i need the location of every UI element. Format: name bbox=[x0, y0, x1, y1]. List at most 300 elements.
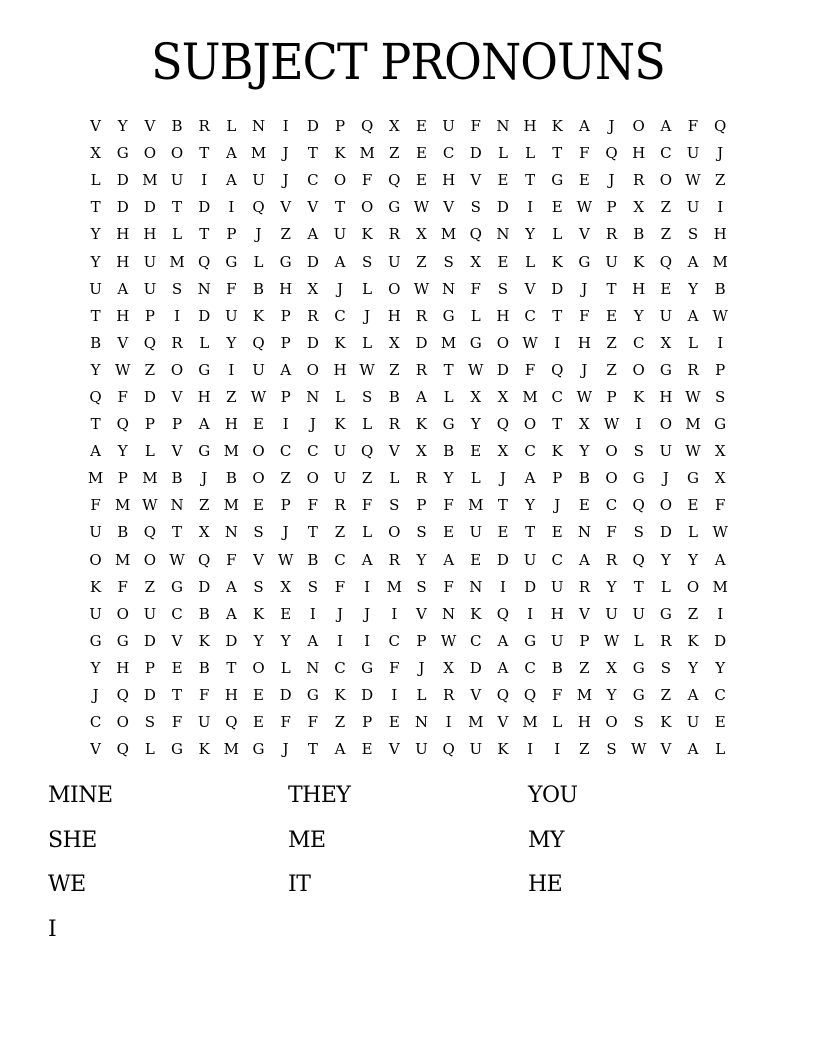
grid-letter[interactable]: N bbox=[306, 658, 320, 677]
grid-letter[interactable]: R bbox=[660, 631, 672, 650]
grid-letter[interactable]: E bbox=[606, 306, 618, 325]
grid-letter[interactable]: U bbox=[89, 523, 102, 542]
grid-letter[interactable]: U bbox=[442, 117, 455, 136]
grid-letter[interactable]: P bbox=[715, 360, 726, 379]
grid-letter[interactable]: Z bbox=[606, 360, 617, 379]
grid-letter[interactable]: Q bbox=[605, 144, 618, 163]
grid-letter[interactable]: E bbox=[415, 171, 427, 190]
grid-letter[interactable]: R bbox=[334, 496, 346, 515]
grid-letter[interactable]: K bbox=[551, 252, 563, 271]
grid-letter[interactable]: B bbox=[198, 658, 210, 677]
grid-letter[interactable]: N bbox=[224, 523, 238, 542]
grid-letter[interactable]: H bbox=[224, 686, 238, 705]
grid-letter[interactable]: R bbox=[388, 550, 400, 569]
grid-letter[interactable]: A bbox=[578, 117, 590, 136]
grid-letter[interactable]: L bbox=[688, 523, 698, 542]
grid-letter[interactable]: Q bbox=[551, 360, 564, 379]
grid-letter[interactable]: H bbox=[143, 225, 157, 244]
grid-letter[interactable]: K bbox=[687, 631, 699, 650]
grid-letter[interactable]: P bbox=[226, 225, 237, 244]
grid-letter[interactable]: F bbox=[389, 658, 400, 677]
grid-letter[interactable]: D bbox=[524, 577, 537, 596]
grid-letter[interactable]: C bbox=[388, 631, 401, 650]
grid-letter[interactable]: Q bbox=[198, 252, 211, 271]
grid-letter[interactable]: I bbox=[527, 604, 534, 623]
grid-letter[interactable]: E bbox=[578, 496, 590, 515]
grid-letter[interactable]: Q bbox=[225, 713, 238, 732]
grid-letter[interactable]: H bbox=[116, 658, 130, 677]
grid-letter[interactable]: L bbox=[470, 469, 481, 488]
grid-letter[interactable]: E bbox=[551, 198, 563, 217]
grid-letter[interactable]: C bbox=[334, 658, 346, 677]
grid-letter[interactable]: V bbox=[171, 442, 183, 461]
grid-letter[interactable]: G bbox=[551, 171, 564, 190]
grid-letter[interactable]: Z bbox=[660, 225, 672, 244]
grid-letter[interactable]: D bbox=[496, 360, 509, 379]
grid-letter[interactable]: F bbox=[552, 686, 563, 705]
grid-letter[interactable]: Z bbox=[280, 225, 291, 244]
grid-letter[interactable]: W bbox=[630, 740, 647, 759]
grid-letter[interactable]: A bbox=[225, 171, 237, 190]
grid-letter[interactable]: S bbox=[443, 252, 454, 271]
grid-letter[interactable]: L bbox=[362, 333, 373, 352]
grid-letter[interactable]: V bbox=[416, 604, 427, 623]
grid-letter[interactable]: J bbox=[581, 360, 588, 379]
grid-letter[interactable]: N bbox=[496, 225, 510, 244]
grid-letter[interactable]: B bbox=[117, 523, 129, 542]
grid-letter[interactable]: I bbox=[201, 171, 208, 190]
grid-letter[interactable]: P bbox=[172, 415, 183, 434]
grid-letter[interactable]: L bbox=[525, 144, 536, 163]
grid-letter[interactable]: N bbox=[496, 117, 510, 136]
grid-letter[interactable]: X bbox=[660, 333, 672, 352]
grid-letter[interactable]: K bbox=[551, 117, 563, 136]
grid-letter[interactable]: P bbox=[552, 469, 563, 488]
grid-letter[interactable]: O bbox=[686, 577, 700, 596]
grid-letter[interactable]: B bbox=[551, 658, 563, 677]
grid-letter[interactable]: C bbox=[442, 144, 455, 163]
grid-letter[interactable]: A bbox=[334, 740, 346, 759]
grid-letter[interactable]: D bbox=[306, 252, 319, 271]
grid-letter[interactable]: U bbox=[605, 604, 618, 623]
grid-letter[interactable]: T bbox=[199, 225, 210, 244]
grid-letter[interactable]: Y bbox=[117, 442, 128, 461]
grid-letter[interactable]: Y bbox=[90, 658, 101, 677]
grid-letter[interactable]: W bbox=[603, 631, 620, 650]
grid-letter[interactable]: Y bbox=[688, 279, 698, 298]
grid-letter[interactable]: Y bbox=[253, 631, 264, 650]
grid-letter[interactable]: E bbox=[497, 252, 509, 271]
grid-letter[interactable]: G bbox=[116, 144, 129, 163]
grid-letter[interactable]: W bbox=[468, 360, 484, 379]
grid-letter[interactable]: D bbox=[551, 279, 564, 298]
grid-letter[interactable]: G bbox=[361, 658, 374, 677]
grid-letter[interactable]: P bbox=[579, 631, 590, 650]
grid-letter[interactable]: X bbox=[416, 225, 427, 244]
grid-letter[interactable]: R bbox=[415, 469, 428, 488]
grid-letter[interactable]: J bbox=[662, 469, 669, 488]
grid-letter[interactable]: O bbox=[306, 469, 319, 488]
grid-letter[interactable]: V bbox=[443, 198, 455, 217]
grid-letter[interactable]: P bbox=[144, 415, 155, 434]
grid-letter[interactable]: K bbox=[334, 686, 346, 705]
grid-letter[interactable]: A bbox=[225, 144, 237, 163]
grid-letter[interactable]: I bbox=[391, 686, 398, 705]
grid-letter[interactable]: S bbox=[362, 387, 373, 406]
grid-letter[interactable]: E bbox=[578, 171, 590, 190]
grid-letter[interactable]: T bbox=[606, 279, 617, 298]
grid-letter[interactable]: H bbox=[550, 604, 564, 623]
grid-letter[interactable]: K bbox=[361, 225, 373, 244]
grid-letter[interactable]: O bbox=[632, 117, 645, 136]
grid-letter[interactable]: H bbox=[333, 360, 347, 379]
grid-letter[interactable]: D bbox=[306, 117, 319, 136]
grid-letter[interactable]: U bbox=[550, 631, 564, 650]
grid-letter[interactable]: E bbox=[280, 604, 292, 623]
grid-letter[interactable]: F bbox=[443, 496, 454, 515]
grid-letter[interactable]: A bbox=[334, 252, 346, 271]
grid-letter[interactable]: A bbox=[443, 550, 455, 569]
grid-letter[interactable]: W bbox=[359, 360, 375, 379]
grid-letter[interactable]: L bbox=[144, 740, 155, 759]
grid-letter[interactable]: A bbox=[416, 387, 427, 406]
grid-letter[interactable]: M bbox=[440, 225, 457, 244]
grid-letter[interactable]: D bbox=[143, 387, 156, 406]
grid-letter[interactable]: T bbox=[633, 577, 644, 596]
grid-letter[interactable]: P bbox=[606, 198, 617, 217]
grid-letter[interactable]: N bbox=[251, 117, 266, 136]
grid-letter[interactable]: F bbox=[226, 550, 237, 569]
grid-letter[interactable]: V bbox=[171, 387, 183, 406]
grid-letter[interactable]: O bbox=[388, 279, 401, 298]
grid-letter[interactable]: I bbox=[282, 415, 289, 434]
grid-letter[interactable]: M bbox=[87, 469, 104, 488]
grid-letter[interactable]: E bbox=[497, 523, 509, 542]
grid-letter[interactable]: S bbox=[253, 577, 264, 596]
grid-letter[interactable]: Z bbox=[579, 658, 590, 677]
grid-letter[interactable]: K bbox=[334, 333, 346, 352]
grid-letter[interactable]: K bbox=[198, 631, 210, 650]
grid-letter[interactable]: F bbox=[361, 496, 373, 515]
grid-letter[interactable]: U bbox=[605, 252, 618, 271]
grid-letter[interactable]: W bbox=[685, 171, 701, 190]
grid-letter[interactable]: Z bbox=[416, 252, 427, 271]
grid-letter[interactable]: T bbox=[226, 658, 237, 677]
grid-letter[interactable]: X bbox=[388, 117, 400, 136]
grid-letter[interactable]: B bbox=[225, 469, 237, 488]
grid-letter[interactable]: G bbox=[578, 252, 591, 271]
grid-letter[interactable]: V bbox=[144, 117, 156, 136]
grid-letter[interactable]: P bbox=[144, 658, 155, 677]
grid-letter[interactable]: S bbox=[362, 252, 373, 271]
grid-letter[interactable]: G bbox=[442, 306, 455, 325]
grid-letter[interactable]: B bbox=[443, 442, 455, 461]
grid-letter[interactable]: Y bbox=[226, 333, 237, 352]
grid-letter[interactable]: Q bbox=[496, 415, 510, 434]
grid-letter[interactable]: D bbox=[198, 306, 211, 325]
grid-letter[interactable]: J bbox=[92, 686, 99, 705]
grid-letter[interactable]: M bbox=[685, 415, 701, 434]
grid-letter[interactable]: Q bbox=[252, 333, 265, 352]
grid-letter[interactable]: Q bbox=[496, 686, 510, 705]
grid-letter[interactable]: G bbox=[687, 469, 699, 488]
grid-letter[interactable]: X bbox=[307, 279, 319, 298]
grid-letter[interactable]: U bbox=[659, 306, 673, 325]
grid-letter[interactable]: V bbox=[90, 740, 101, 759]
grid-letter[interactable]: U bbox=[469, 523, 483, 542]
grid-letter[interactable]: R bbox=[307, 306, 319, 325]
grid-letter[interactable]: J bbox=[418, 658, 425, 677]
grid-letter[interactable]: K bbox=[415, 415, 428, 434]
grid-letter[interactable]: O bbox=[170, 144, 184, 163]
grid-letter[interactable]: N bbox=[306, 387, 320, 406]
grid-letter[interactable]: Y bbox=[715, 658, 726, 677]
grid-letter[interactable]: M bbox=[223, 740, 240, 759]
grid-letter[interactable]: S bbox=[470, 198, 481, 217]
grid-letter[interactable]: N bbox=[414, 713, 429, 732]
grid-letter[interactable]: I bbox=[391, 604, 398, 623]
grid-letter[interactable]: E bbox=[171, 658, 183, 677]
grid-letter[interactable]: W bbox=[685, 442, 701, 461]
grid-letter[interactable]: L bbox=[416, 686, 427, 705]
grid-letter[interactable]: U bbox=[143, 604, 157, 623]
grid-letter[interactable]: N bbox=[442, 279, 456, 298]
grid-letter[interactable]: O bbox=[496, 333, 510, 352]
grid-letter[interactable]: J bbox=[608, 171, 615, 190]
grid-letter[interactable]: D bbox=[714, 631, 727, 650]
grid-letter[interactable]: F bbox=[361, 171, 373, 190]
grid-letter[interactable]: O bbox=[659, 415, 673, 434]
grid-letter[interactable]: G bbox=[89, 631, 102, 650]
grid-letter[interactable]: M bbox=[522, 713, 538, 732]
grid-letter[interactable]: C bbox=[334, 550, 346, 569]
grid-letter[interactable]: U bbox=[686, 713, 700, 732]
grid-letter[interactable]: D bbox=[143, 198, 156, 217]
grid-letter[interactable]: X bbox=[579, 415, 590, 434]
grid-letter[interactable]: R bbox=[605, 550, 618, 569]
grid-letter[interactable]: L bbox=[335, 387, 345, 406]
grid-letter[interactable]: K bbox=[633, 387, 645, 406]
grid-letter[interactable]: W bbox=[712, 306, 728, 325]
grid-letter[interactable]: A bbox=[714, 550, 726, 569]
grid-letter[interactable]: N bbox=[577, 523, 591, 542]
grid-letter[interactable]: P bbox=[416, 496, 427, 515]
grid-letter[interactable]: E bbox=[551, 523, 563, 542]
grid-letter[interactable]: A bbox=[660, 117, 672, 136]
grid-letter[interactable]: T bbox=[443, 360, 454, 379]
grid-letter[interactable]: A bbox=[307, 631, 319, 650]
grid-letter[interactable]: V bbox=[280, 198, 292, 217]
grid-letter[interactable]: N bbox=[469, 577, 483, 596]
grid-letter[interactable]: I bbox=[337, 631, 343, 650]
grid-letter[interactable]: A bbox=[524, 469, 536, 488]
grid-letter[interactable]: Z bbox=[280, 469, 291, 488]
grid-letter[interactable]: Q bbox=[388, 171, 401, 190]
grid-letter[interactable]: V bbox=[578, 225, 590, 244]
grid-letter[interactable]: U bbox=[686, 198, 700, 217]
grid-letter[interactable]: U bbox=[143, 252, 157, 271]
grid-letter[interactable]: D bbox=[415, 333, 428, 352]
grid-letter[interactable]: V bbox=[388, 740, 400, 759]
grid-letter[interactable]: E bbox=[253, 713, 264, 732]
grid-letter[interactable]: I bbox=[364, 577, 371, 596]
grid-letter[interactable]: C bbox=[89, 713, 102, 732]
grid-letter[interactable]: M bbox=[468, 713, 484, 732]
grid-letter[interactable]: J bbox=[282, 740, 289, 759]
grid-letter[interactable]: C bbox=[551, 550, 563, 569]
grid-letter[interactable]: P bbox=[280, 333, 291, 352]
grid-letter[interactable]: M bbox=[712, 252, 728, 271]
grid-letter[interactable]: H bbox=[116, 306, 130, 325]
grid-letter[interactable]: Z bbox=[361, 469, 373, 488]
grid-letter[interactable]: Q bbox=[198, 550, 211, 569]
grid-letter[interactable]: V bbox=[578, 604, 590, 623]
grid-letter[interactable]: E bbox=[470, 442, 482, 461]
grid-letter[interactable]: U bbox=[89, 604, 102, 623]
grid-letter[interactable]: S bbox=[253, 523, 264, 542]
grid-letter[interactable]: I bbox=[309, 604, 316, 623]
grid-letter[interactable]: O bbox=[252, 442, 265, 461]
grid-letter[interactable]: Y bbox=[579, 442, 590, 461]
grid-letter[interactable]: Y bbox=[443, 469, 454, 488]
grid-letter[interactable]: D bbox=[469, 658, 482, 677]
grid-letter[interactable]: Z bbox=[579, 740, 590, 759]
grid-letter[interactable]: W bbox=[169, 550, 185, 569]
grid-letter[interactable]: L bbox=[253, 252, 264, 271]
grid-letter[interactable]: O bbox=[659, 171, 673, 190]
grid-letter[interactable]: B bbox=[714, 279, 726, 298]
grid-letter[interactable]: B bbox=[578, 469, 590, 488]
grid-letter[interactable]: Z bbox=[198, 496, 210, 515]
grid-letter[interactable]: S bbox=[171, 279, 183, 298]
grid-letter[interactable]: M bbox=[522, 387, 538, 406]
grid-letter[interactable]: T bbox=[525, 171, 536, 190]
grid-letter[interactable]: F bbox=[226, 279, 237, 298]
grid-letter[interactable]: L bbox=[226, 117, 237, 136]
grid-letter[interactable]: L bbox=[389, 469, 400, 488]
grid-letter[interactable]: G bbox=[469, 333, 482, 352]
grid-letter[interactable]: M bbox=[712, 577, 728, 596]
grid-letter[interactable]: F bbox=[117, 577, 128, 596]
grid-letter[interactable]: F bbox=[307, 496, 319, 515]
grid-letter[interactable]: J bbox=[282, 171, 289, 190]
grid-letter[interactable]: L bbox=[497, 144, 508, 163]
grid-letter[interactable]: C bbox=[551, 387, 563, 406]
grid-letter[interactable]: R bbox=[687, 360, 699, 379]
grid-letter[interactable]: X bbox=[714, 469, 726, 488]
grid-letter[interactable]: V bbox=[470, 171, 482, 190]
grid-letter[interactable]: E bbox=[388, 713, 400, 732]
grid-letter[interactable]: J bbox=[309, 415, 316, 434]
grid-letter[interactable]: L bbox=[660, 577, 671, 596]
grid-letter[interactable]: G bbox=[116, 631, 129, 650]
grid-letter[interactable]: A bbox=[361, 550, 373, 569]
grid-letter[interactable]: V bbox=[117, 333, 129, 352]
grid-letter[interactable]: L bbox=[144, 442, 155, 461]
grid-letter[interactable]: W bbox=[250, 387, 267, 406]
grid-letter[interactable]: G bbox=[279, 252, 292, 271]
grid-letter[interactable]: M bbox=[468, 496, 484, 515]
grid-letter[interactable]: W bbox=[142, 496, 158, 515]
grid-letter[interactable]: M bbox=[250, 144, 267, 163]
grid-letter[interactable]: L bbox=[633, 631, 644, 650]
grid-letter[interactable]: F bbox=[714, 496, 726, 515]
grid-letter[interactable]: N bbox=[197, 279, 211, 298]
grid-letter[interactable]: L bbox=[280, 658, 291, 677]
grid-letter[interactable]: U bbox=[333, 469, 347, 488]
grid-letter[interactable]: W bbox=[413, 198, 430, 217]
grid-letter[interactable]: A bbox=[307, 225, 319, 244]
grid-letter[interactable]: C bbox=[171, 604, 183, 623]
grid-letter[interactable]: J bbox=[255, 225, 262, 244]
grid-letter[interactable]: M bbox=[115, 550, 131, 569]
grid-letter[interactable]: Y bbox=[470, 415, 481, 434]
grid-letter[interactable]: U bbox=[550, 577, 564, 596]
grid-letter[interactable]: D bbox=[496, 198, 509, 217]
grid-letter[interactable]: T bbox=[172, 523, 183, 542]
grid-letter[interactable]: A bbox=[687, 686, 699, 705]
grid-letter[interactable]: I bbox=[364, 631, 371, 650]
grid-letter[interactable]: Q bbox=[360, 442, 374, 461]
grid-letter[interactable]: K bbox=[497, 740, 509, 759]
grid-letter[interactable]: T bbox=[199, 144, 210, 163]
grid-letter[interactable]: Q bbox=[632, 496, 645, 515]
grid-letter[interactable]: J bbox=[282, 144, 289, 163]
grid-letter[interactable]: S bbox=[633, 713, 644, 732]
grid-letter[interactable]: X bbox=[606, 658, 617, 677]
grid-letter[interactable]: K bbox=[334, 144, 346, 163]
grid-letter[interactable]: Z bbox=[389, 144, 400, 163]
grid-letter[interactable]: L bbox=[470, 306, 481, 325]
grid-letter[interactable]: I bbox=[282, 117, 289, 136]
grid-letter[interactable]: J bbox=[554, 496, 561, 515]
grid-letter[interactable]: H bbox=[197, 387, 211, 406]
grid-letter[interactable]: D bbox=[306, 333, 319, 352]
grid-letter[interactable]: X bbox=[388, 333, 400, 352]
grid-letter[interactable]: I bbox=[554, 740, 561, 759]
grid-letter[interactable]: Q bbox=[252, 198, 265, 217]
grid-letter[interactable]: L bbox=[715, 740, 726, 759]
grid-letter[interactable]: G bbox=[225, 252, 238, 271]
grid-letter[interactable]: E bbox=[443, 523, 455, 542]
grid-letter[interactable]: C bbox=[524, 442, 536, 461]
grid-letter[interactable]: B bbox=[253, 279, 265, 298]
grid-letter[interactable]: D bbox=[116, 198, 129, 217]
grid-letter[interactable]: L bbox=[362, 279, 373, 298]
grid-letter[interactable]: Q bbox=[496, 604, 510, 623]
grid-letter[interactable]: H bbox=[713, 225, 727, 244]
grid-letter[interactable]: Q bbox=[116, 740, 129, 759]
grid-letter[interactable]: O bbox=[143, 550, 157, 569]
grid-letter[interactable]: J bbox=[608, 117, 615, 136]
grid-letter[interactable]: T bbox=[172, 198, 183, 217]
grid-letter[interactable]: K bbox=[334, 415, 346, 434]
grid-letter[interactable]: W bbox=[576, 198, 593, 217]
grid-letter[interactable]: Q bbox=[143, 523, 157, 542]
grid-letter[interactable]: Y bbox=[688, 550, 698, 569]
grid-letter[interactable]: I bbox=[527, 740, 534, 759]
grid-letter[interactable]: V bbox=[253, 550, 264, 569]
grid-letter[interactable]: G bbox=[388, 198, 401, 217]
grid-letter[interactable]: Z bbox=[334, 523, 346, 542]
grid-letter[interactable]: A bbox=[497, 631, 509, 650]
grid-letter[interactable]: R bbox=[633, 171, 645, 190]
grid-letter[interactable]: X bbox=[443, 658, 454, 677]
grid-letter[interactable]: E bbox=[415, 144, 427, 163]
grid-letter[interactable]: F bbox=[117, 387, 128, 406]
grid-letter[interactable]: T bbox=[90, 415, 101, 434]
grid-letter[interactable]: V bbox=[171, 631, 183, 650]
